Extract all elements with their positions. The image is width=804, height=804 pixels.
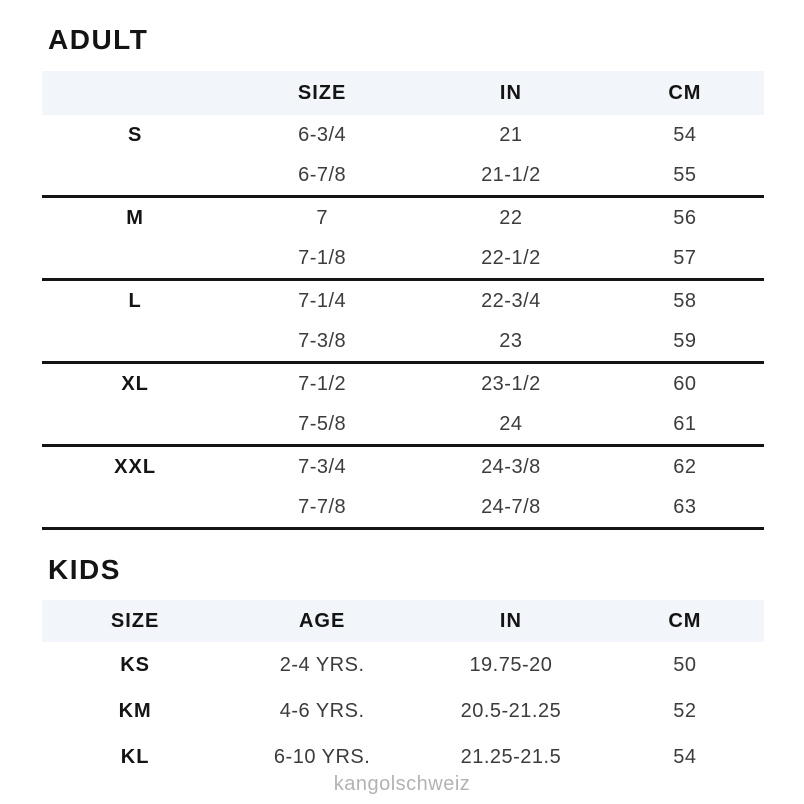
value-cell: 6-10 YRS. xyxy=(273,745,371,768)
size-label-cell: S xyxy=(127,123,143,146)
value-cell: 59 xyxy=(673,329,697,352)
value-cell: 50 xyxy=(673,653,697,676)
value-cell: 54 xyxy=(673,123,697,146)
table-row xyxy=(42,364,764,404)
size-group-l xyxy=(42,281,764,364)
table-row xyxy=(42,281,764,321)
watermark-text: kangolschweiz xyxy=(333,773,471,795)
value-cell: 4-6 YRS. xyxy=(279,699,365,722)
value-cell: 7-7/8 xyxy=(298,495,347,518)
value-cell: 7-1/8 xyxy=(298,246,347,269)
table-row xyxy=(42,155,764,195)
value-cell: 21-1/2 xyxy=(481,163,541,186)
kids-section-title: KIDS xyxy=(48,554,121,585)
adult-size-table xyxy=(42,71,764,530)
value-cell: 54 xyxy=(673,745,697,768)
value-cell: 6-7/8 xyxy=(298,163,347,186)
size-label-cell: KL xyxy=(120,745,150,768)
value-cell: 22-1/2 xyxy=(481,246,541,269)
value-cell: 7-3/8 xyxy=(298,329,347,352)
value-cell: 61 xyxy=(673,412,697,435)
adult-header-cm: CM xyxy=(668,81,702,104)
value-cell: 2-4 YRS. xyxy=(279,653,365,676)
kids-header-size: SIZE xyxy=(110,609,160,632)
size-group-xxl xyxy=(42,447,764,530)
size-label-cell: XL xyxy=(121,372,149,395)
table-row xyxy=(42,404,764,444)
value-cell: 24-7/8 xyxy=(481,495,541,518)
kids-table-header xyxy=(42,600,764,642)
value-cell: 7-3/4 xyxy=(298,455,347,478)
size-group-xl xyxy=(42,364,764,447)
value-cell: 24-3/8 xyxy=(481,455,541,478)
size-label-cell: XXL xyxy=(114,455,157,478)
value-cell: 63 xyxy=(673,495,697,518)
value-cell: 52 xyxy=(673,699,697,722)
table-row xyxy=(42,487,764,527)
table-row xyxy=(42,688,764,734)
value-cell: 55 xyxy=(673,163,697,186)
value-cell: 62 xyxy=(673,455,697,478)
value-cell: 24 xyxy=(499,412,523,435)
kids-table-body xyxy=(42,642,764,780)
value-cell: 57 xyxy=(673,246,697,269)
table-row xyxy=(42,198,764,238)
value-cell: 21 xyxy=(499,123,523,146)
table-row xyxy=(42,238,764,278)
adult-header-size: SIZE xyxy=(297,81,347,104)
value-cell: 23 xyxy=(499,329,523,352)
kids-header-in: IN xyxy=(499,609,522,632)
table-row xyxy=(42,642,764,688)
value-cell: 21.25-21.5 xyxy=(460,745,562,768)
kids-header-age: AGE xyxy=(298,609,346,632)
kids-size-table xyxy=(42,600,764,780)
value-cell: 23-1/2 xyxy=(481,372,541,395)
adult-header-in: IN xyxy=(499,81,522,104)
value-cell: 58 xyxy=(673,289,697,312)
value-cell: 60 xyxy=(673,372,697,395)
table-row xyxy=(42,447,764,487)
adult-section-title: ADULT xyxy=(48,24,149,55)
value-cell: 22 xyxy=(499,206,523,229)
size-label-cell: M xyxy=(126,206,144,229)
value-cell: 22-3/4 xyxy=(481,289,541,312)
size-label-cell: L xyxy=(128,289,142,312)
value-cell: 20.5-21.25 xyxy=(460,699,562,722)
table-row xyxy=(42,321,764,361)
value-cell: 7-5/8 xyxy=(298,412,347,435)
value-cell: 56 xyxy=(673,206,697,229)
table-row xyxy=(42,115,764,155)
adult-table-header xyxy=(42,71,764,115)
value-cell: 7 xyxy=(316,206,328,229)
value-cell: 7-1/2 xyxy=(298,372,347,395)
size-label-cell: KM xyxy=(118,699,152,722)
value-cell: 19.75-20 xyxy=(469,653,553,676)
value-cell: 7-1/4 xyxy=(298,289,347,312)
value-cell: 6-3/4 xyxy=(298,123,347,146)
size-group-m xyxy=(42,198,764,281)
size-group-s xyxy=(42,115,764,198)
size-label-cell: KS xyxy=(120,653,151,676)
adult-table-body xyxy=(42,115,764,530)
kids-header-cm: CM xyxy=(668,609,702,632)
